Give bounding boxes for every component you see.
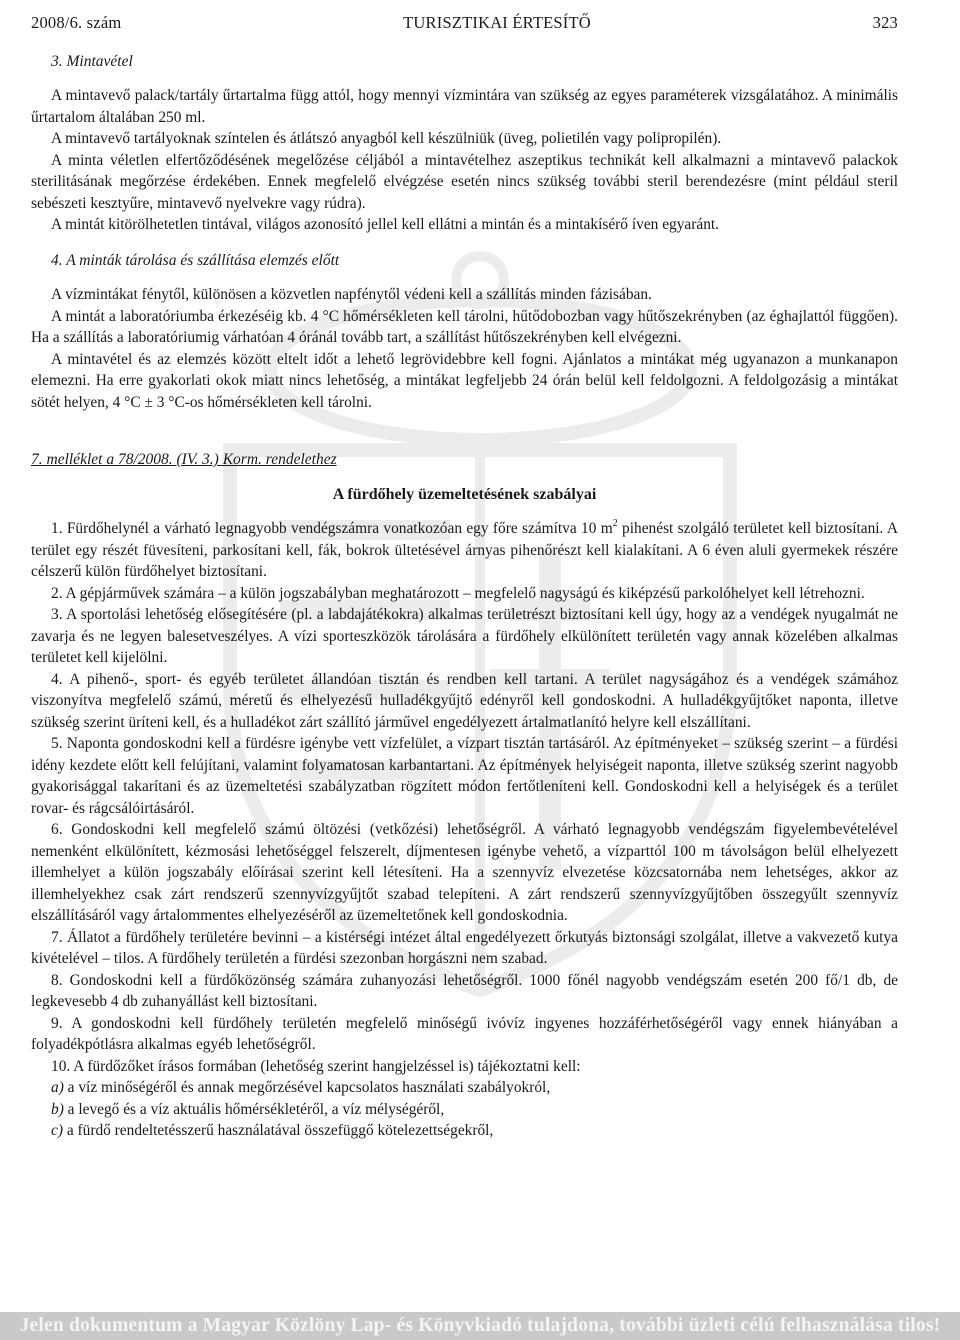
section-3-paragraph: A mintavevő palack/tartály űrtartalma függ attól, hogy mennyi vízmintára van szükség az egyes paraméterek vizsgálatához. A minimális űrtartalom általában 250 ml. [31, 87, 898, 126]
rule-item: 2. A gépjárművek számára – a külön jogszabályban meghatározott – megfelelő nagyságú és kiképzésű parkolóhelyet kell létrehozni. [51, 584, 865, 602]
annex-label: 7. melléklet a 78/2008. (IV. 3.) Korm. rendelethez [31, 451, 337, 468]
journal-title: TURISZTIKAI ÉRTESÍTŐ [403, 13, 591, 32]
rule-item-1: 1. Fürdőhelynél a várható legnagyobb vendégszámra vonatkozóan egy főre számítva 10 $m^2$ pihenést szolgáló területet kell biztosítani. A terület egy részét füvesíteni, parkosítani kell, fák, bokrok ültetésével árnyas pihenőrészt kell kialakítani. A 6 éven aluli gyermekek részére célszerű külön fürdőhelyet biztosítani. [31, 517, 898, 580]
rule-item: 4. A pihenő-, sport- és egyéb területet állandóan tisztán és rendben kell tartani. A terület nagyságához és a vendégek számához viszonyítva megfelelő számú, méretű és elhelyezésű hulladékgyűjtő edényről kell gondoskodni. A hulladékgyűjtőket naponta, illetve szükség szerint üríteni kell, és a hulladékot zárt szállító járművel engedélyezett ártalmatlanító helyre kell elszállítani. [31, 670, 898, 731]
rule-subitem: c) a fürdő rendeltetésszerű használatával összefüggő kötelezettségekről, [51, 1122, 494, 1139]
rule-item: 3. A sportolási lehetőség elősegítésére (pl. a labdajátékokra) alkalmas területrészt biztosítani kell úgy, hogy az a vendégek nyugalmát ne zavarja és ne legyen balesetveszélyes. A vízi sporteszközök tárolására a fürdőhely elkülönített területén vagy annak közelében alkalmas területet kell kijelölni. [31, 606, 898, 666]
section-4-paragraph: A mintavétel és az elemzés között eltelt időt a lehető legrövidebbre kell fogni. Ajánlatos a mintákat még ugyanazon a munkanapon elemezni. Ha erre gyakorlati okok miatt nincs lehetőség, a mintákat legfeljebb 24 órán belül kell feldolgozni. A feldolgozásig a mintákat sötét helyen, 4 °C ± 3 °C-os hőmérsékleten kell tárolni. [31, 350, 898, 411]
rules-title: A fürdőhely üzemeltetésének szabályai [332, 485, 597, 503]
section-3-paragraph: A mintavevő tartályoknak színtelen és átlátszó anyagból kell készülniük (üveg, polietilén vagy polipropilén). [51, 130, 722, 147]
copyright-footer: Jelen dokumentum a Magyar Közlöny Lap- és Könyvkiadó tulajdona, további üzleti célú felhasználása tilos! [0, 1312, 960, 1340]
rule-item: 6. Gondoskodni kell megfelelő számú öltözési (vetkőzési) lehetőségről. A várható legnagyobb vendégszám figyelembevételével nemenként elkülönített, kézmosási lehetőséggel felszerelt, díjmentesen igénybe vehető, a vízparttól 100 m távolságon belül elhelyezett illemhelyet a külön jogszabály előírásai szerint kell létesíteni. Ha a szennyvíz elvezetése közcsatornába nem lehetséges, akkor az illemhelyekhez csak zárt rendszerű szennyvízgyűjtőt szabad telepíteni. A zárt rendszerű szennyvízgyűjtőben összegyűlt szennyvíz elszállításáról vagy ártalommentes elhelyezéséről az üzemeltetőnek kell gondoskodnia. [31, 821, 898, 924]
rule-item: 10. A fürdőzőket írásos formában (lehetőség szerint hangjelzéssel is) tájékoztatni kell: [51, 1057, 581, 1075]
section-3-paragraph: A mintát kitörölhetetlen tintával, világos azonosító jellel kell ellátni a mintán és a mintakísérő íven egyaránt. [51, 216, 720, 233]
section-4-paragraph: A mintát a laboratóriumba érkezéséig kb. 4 °C hőmérsékleten kell tárolni, hűtődobozban vagy hűtőszekrényben (az éghajlattól függően). Ha a szállítás a laboratóriumig várhatóan 4 óránál tovább tart, a szállítást hűtőszekrényben kell elvégezni. [31, 307, 898, 346]
rule-subitem: a) a víz minőségéről és annak megőrzésével kapcsolatos használati szabályokról, [51, 1079, 551, 1096]
rule-item: 9. A gondoskodni kell fürdőhely területén megfelelő minőségű ivóvíz ingyenes hozzáférhetőségéről vagy ennek hiányában a folyadékpótlásra alkalmas egyéb lehetőségről. [31, 1014, 898, 1053]
document-page [31, 12, 898, 1142]
rule-item: 8. Gondoskodni kell a fürdőközönség számára zuhanyozási lehetőségről. 1000 főnél nagyobb vendégszám esetén 200 fő/1 db, de legkevesebb 4 db zuhanyállást kell biztosítani. [31, 971, 898, 1010]
rule-subitem: b) a levegő és a víz aktuális hőmérsékletéről, a víz mélységéről, [51, 1100, 445, 1118]
page-number: 323 [872, 13, 898, 32]
issue-number: 2008/6. szám [31, 13, 122, 32]
rule-item: 5. Naponta gondoskodni kell a fürdésre igénybe vett vízfelület, a vízpart tisztán tartásáról. Az építményeket – szükség szerint – a fürdési idény kezdete előtt kell felújítani, valamint folyamatosan karbantartani. Az építmények helyiségeit naponta, illetve szükség szerint nagyobb gyakorisággal takarítani és az üzemeltetési szabályzatban rögzített módon fertőtleníteni kell. Gondoskodni kell a helyiségek és a terület rovar- és rágcsálóirtásáról. [31, 735, 898, 817]
section-4-title: 4. A minták tárolása és szállítása elemzés előtt [51, 251, 340, 269]
section-4-paragraph: A vízmintákat fénytől, különösen a közvetlen napfénytől védeni kell a szállítás minden fázisában. [51, 286, 652, 303]
section-3-paragraph: A minta véletlen elfertőződésének megelőzése céljából a mintavételhez aszeptikus technikát kell alkalmazni a mintavevő palackok sterilitásának megőrzése érdekében. Ennek megfelelő elvégzése esetén nincs szükség további steril berendezésre (mint például steril sebészeti kesztyűre, mintavevő nyelvekre vagy rúdra). [31, 151, 898, 212]
section-3-title: 3. Mintavétel [51, 52, 133, 70]
rule-item: 7. Állatot a fürdőhely területére bevinni – a kistérségi intézet által engedélyezett őrkutyás biztonsági szolgálat, illetve a vakvezető kutya kivételével – tilos. A fürdőhely területén a fürdési szezonban horgászni nem szabad. [31, 928, 898, 967]
page-header [31, 12, 898, 34]
